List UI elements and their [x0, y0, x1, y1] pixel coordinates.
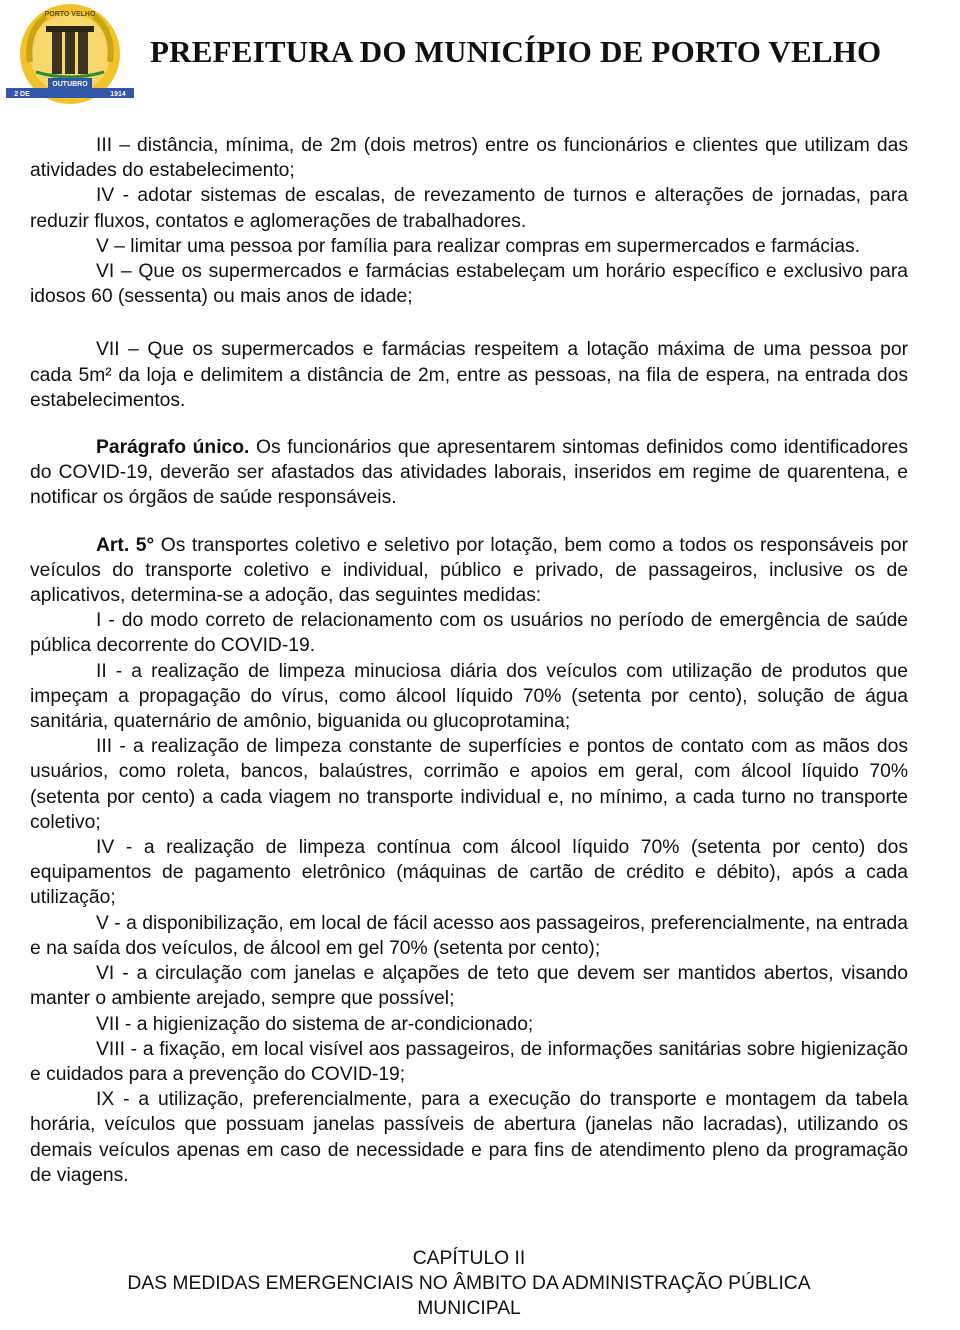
seal-left-date: 2 DE — [14, 91, 30, 98]
document-body — [30, 133, 908, 1188]
tower-middle-icon — [65, 30, 75, 74]
paragraph-item-vii: VII – Que os supermercados e farmácias respeitem a lotação máxima de uma pessoa por cada 5m² da loja e delimitem a distância de 2m, entre as pessoas, na fila de espera, na entrada dos estabelecimentos. — [30, 339, 908, 411]
seal-ribbon-text: OUTUBRO — [52, 81, 88, 88]
article-5-item-iii: III - a realização de limpeza constante de superfícies e pontos de contato com as mãos dos usuários, como roleta, bancos, balaústres, corrimão e apoios em geral, com álcool líquido 70% (setenta por cento) a cada viagem no transporte individual e, no mínimo, a cada turno no transporte coletivo; — [30, 736, 908, 833]
paragraph-item-iii: III – distância, mínima, de 2m (dois metros) entre os funcionários e clientes que utilizam das atividades do estabelecimento; — [30, 135, 908, 182]
article-5-item-vii: VII - a higienização do sistema de ar-condicionado; — [96, 1013, 534, 1035]
chapter-title-line1: DAS MEDIDAS EMERGENCIAIS NO ÂMBITO DA ADMINISTRAÇÃO PÚBLICA — [127, 1273, 811, 1294]
article-5-item-i: I - do modo correto de relacionamento com os usuários no período de emergência de saúde pública decorrente do COVID-19. — [30, 610, 908, 657]
paragraph-item-vi: VI – Que os supermercados e farmácias estabeleçam um horário específico e exclusivo para idosos 60 (sessenta) ou mais anos de idade; — [30, 261, 908, 308]
chapter-number: CAPÍTULO II — [412, 1248, 526, 1269]
header-title: PREFEITURA DO MUNICÍPIO DE PORTO VELHO — [150, 34, 882, 69]
article-5-text: Os transportes coletivo e seletivo por lotação, bem como a todos os responsáveis por veículos do transporte coletivo e individual, público e privado, de passageiros, inclusive os de aplicativos, determina-se a adoção, das seguintes medidas: — [30, 534, 908, 607]
article-5-item-ii: II - a realização de limpeza minuciosa diária dos veículos com utilização de produtos que impeçam a propagação do vírus, como álcool líquido 70% (setenta por cento), solução de água sanitária, quaternário de amônio, biguanida ou glucoprotamina; — [30, 660, 908, 733]
article-5 — [30, 533, 908, 609]
article-5-lead: Art. 5° — [96, 534, 155, 556]
paragraph-item-v: V – limitar uma pessoa por família para realizar compras em supermercados e farmácias. — [96, 235, 861, 257]
paragraph-unique-text: Os funcionários que apresentarem sintomas definidos como identificadores do COVID-19, deverão ser afastados das atividades laborais, inseridos em regime de quarentena, e notificar os órgãos de saúde responsáveis. — [30, 437, 908, 509]
page-header — [0, 0, 960, 120]
tower-cap-icon — [46, 26, 94, 32]
article-5-item-iv: IV - a realização de limpeza contínua com álcool líquido 70% (setenta por cento) dos equipamentos de pagamento eletrônico (máquinas de cartão de crédito e débito), após a cada utilização; — [30, 837, 908, 909]
chapter-title-line2: MUNICIPAL — [417, 1298, 521, 1319]
tower-right-icon — [78, 32, 88, 74]
chapter-heading — [30, 1246, 908, 1321]
paragraph-unique — [30, 435, 908, 511]
tower-left-icon — [52, 32, 62, 74]
article-5-item-vi: VI - a circulação com janelas e alçapões de teto que devem ser mantidos abertos, visando manter o ambiente arejado, sempre que possível; — [30, 963, 908, 1010]
article-5-item-v: V - a disponibilização, em local de fácil acesso aos passageiros, preferencialmente, na entrada e na saída dos veículos, de álcool em gel 70% (setenta por cento); — [30, 912, 908, 959]
paragraph-unique-lead: Parágrafo único. — [96, 437, 250, 459]
porto-velho-seal-logo — [6, 2, 134, 112]
seal-top-text: PORTO VELHO — [44, 11, 96, 18]
paragraph-item-iv: IV - adotar sistemas de escalas, de revezamento de turnos e alterações de jornadas, para reduzir fluxos, contatos e aglomerações de trabalhadores. — [30, 185, 908, 232]
seal-right-date: 1914 — [110, 91, 126, 98]
article-5-item-ix: IX - a utilização, preferencialmente, para a execução do transporte e montagem da tabela horária, veículos que possuam janelas passíveis de abertura (janelas não lacradas), utilizando os demais veículos apenas em caso de necessidade e para fins de atendimento pleno da programação de viagens. — [30, 1089, 908, 1186]
article-5-item-viii: VIII - a fixação, em local visível aos passageiros, de informações sanitárias sobre higienização e cuidados para a prevenção do COVID-19; — [30, 1038, 908, 1085]
